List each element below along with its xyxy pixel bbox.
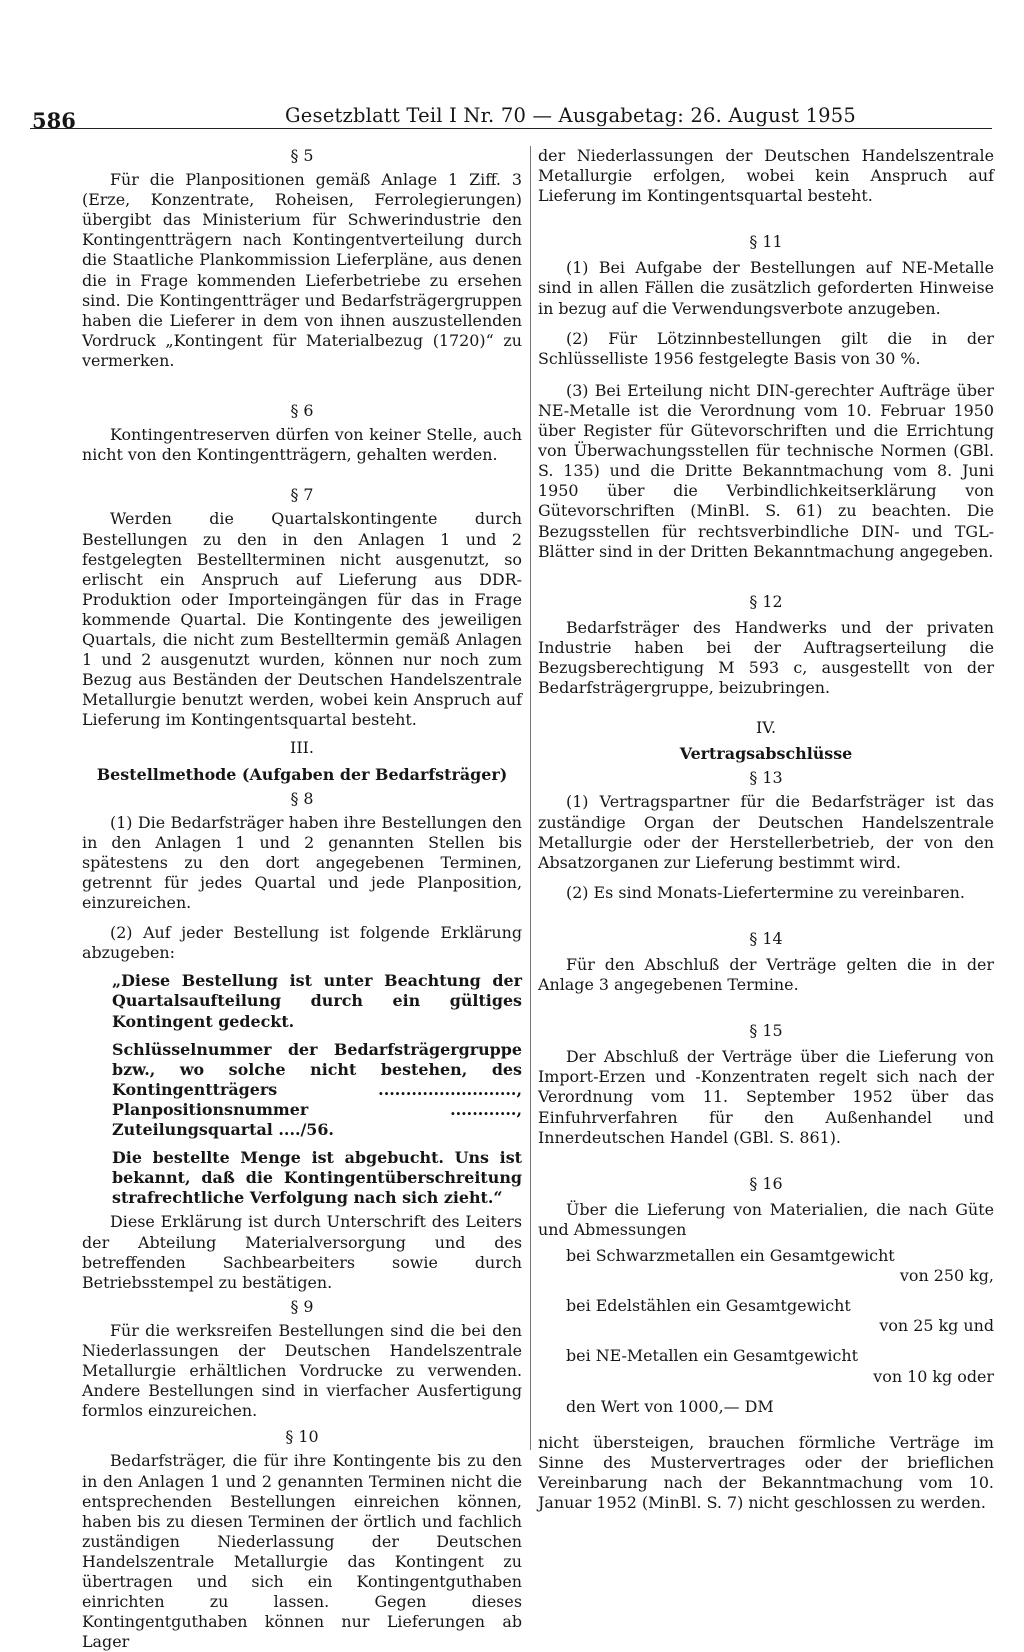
list-item-label: bei NE-Metallen ein Gesamtgewicht	[566, 1346, 858, 1366]
list-item-label: bei Schwarzmetallen ein Gesamtgewicht	[566, 1246, 895, 1266]
header-rule	[30, 128, 992, 129]
section-heading: § 6	[290, 401, 314, 421]
paragraph: Bedarfsträger des Handwerks und der privaten Industrie haben bei der Auftragserteilung die Bezugsberechtigung M 593 c, ausgestellt von der Bedarfsträgergruppe, beizubringen.	[538, 617, 994, 698]
section-heading: § 12	[749, 591, 783, 611]
paragraph: Für die werksreifen Bestellungen sind die bei den Niederlassungen der Deutschen Handelszentrale Metallurgie erhältlichen Vordrucke zu verwenden. Andere Bestellungen sind in vierfacher Ausfertigung formlos einzureichen.	[82, 1320, 522, 1421]
section-heading: § 9	[290, 1296, 314, 1316]
paragraph: Werden die Quartalskontingente durch Bestellungen zu den in den Anlagen 1 und 2 festgelegten Bestellterminen nicht ausgenutzt, so erlischt ein Anspruch auf Lieferung aus DDR-Produktion oder Importeingängen für das in Frage kommende Quartal. Die Kontingente des jeweiligen Quartals, die nicht zum Bestelltermin gemäß Anlagen 1 und 2 ausgenutzt wurden, können nur noch zum Bezug aus Beständen der Deutschen Handelszentrale Metallurgie benutzt werden, wobei kein Anspruch auf Lieferung im Kontingentsquartal besteht.	[82, 509, 522, 730]
section-heading: § 11	[749, 232, 783, 252]
paragraph: (3) Bei Erteilung nicht DIN-gerechter Aufträge über NE-Metalle ist die Verordnung vom 10. Februar 1950 über Register für Gütevorschriften und die Errichtung von Überwachungsstellen für technische Normen (GBl. S. 135) und die Dritte Bekanntmachung vom 8. Juni 1950 über die Verbindlichkeitserklärung von Gütevorschriften (MinBl. S. 61) zu beachten. Die Bezugsstellen für rechtsverbindliche DIN- und TGL-Blätter sind in der Dritten Bekanntmachung angegeben.	[538, 380, 994, 561]
paragraph: (2) Für Lötzinnbestellungen gilt die in der Schlüsselliste 1956 festgelegte Basis von 30 %.	[538, 328, 994, 368]
paragraph: (2) Auf jeder Bestellung ist folgende Erklärung abzugeben:	[82, 923, 522, 963]
declaration-text: „Diese Bestellung ist unter Beachtung der Quartalsaufteilung durch ein gültiges Kontingent gedeckt.	[112, 971, 522, 1031]
paragraph: Kontingentreserven dürfen von keiner Stelle, auch nicht von den Kontingentträgern, gehalten werden.	[82, 425, 522, 465]
page-title: Gesetzblatt Teil I Nr. 70 — Ausgabetag: 26. August 1955	[285, 104, 856, 127]
left-column	[82, 146, 522, 1652]
section-heading: § 14	[749, 928, 783, 948]
list-item-value: von 10 kg oder	[873, 1366, 994, 1386]
paragraph: (1) Vertragspartner für die Bedarfsträger ist das zuständige Organ der Deutschen Handelszentrale Metallurgie oder der Herstellerbetrieb, der von den Absatzorganen zur Lieferung bestimmt wird.	[538, 792, 994, 872]
declaration-text: Schlüsselnummer der Bedarfsträgergruppe bzw., wo solche nicht bestehen, des Kontingentträgers ........................., Planpositionsnummer ............, Zuteilungsquartal ..../56.	[112, 1039, 522, 1140]
section-heading: § 7	[290, 485, 314, 505]
paragraph: (1) Bei Aufgabe der Bestellungen auf NE-Metalle sind in allen Fällen die zusätzlich geforderten Hinweise in bezug auf die Verwendungsverbote anzugeben.	[538, 258, 994, 318]
list-item-value: von 25 kg und	[879, 1316, 994, 1336]
paragraph: nicht übersteigen, brauchen förmliche Verträge im Sinne des Mustervertrages oder der brieflichen Vereinbarung nach der Bekanntmachung vom 10. Januar 1952 (MinBl. S. 7) nicht geschlossen zu werden.	[538, 1432, 994, 1512]
part-title: Bestellmethode (Aufgaben der Bedarfsträger)	[96, 764, 508, 784]
section-heading: § 16	[749, 1173, 783, 1193]
paragraph: Für den Abschluß der Verträge gelten die in der Anlage 3 angegebenen Termine.	[538, 955, 994, 995]
list-item-label: bei Edelstählen ein Gesamtgewicht	[566, 1296, 851, 1316]
paragraph: Der Abschluß der Verträge über die Lieferung von Import-Erzen und -Konzentraten regelt sich nach der Verordnung vom 11. September 1952 über das Einfuhrverfahren für den Außenhandel und Innerdeutschen Handel (GBl. S. 861).	[538, 1047, 994, 1147]
section-heading: § 5	[290, 146, 314, 165]
declaration-text: Die bestellte Menge ist abgebucht. Uns ist bekannt, daß die Kontingentüberschreitung strafrechtliche Verfolgung nach sich zieht.“	[112, 1148, 522, 1208]
column-divider	[530, 146, 531, 1450]
part-heading: III.	[290, 738, 314, 758]
paragraph: der Niederlassungen der Deutschen Handelszentrale Metallurgie erfolgen, wobei kein Anspruch auf Lieferung im Kontingentsquartal besteht.	[538, 146, 994, 206]
section-heading: § 13	[749, 768, 783, 788]
list-item-value: von 250 kg,	[899, 1266, 994, 1286]
section-heading: § 8	[290, 788, 314, 808]
paragraph: Bedarfsträger, die für ihre Kontingente bis zu den in den Anlagen 1 und 2 genannten Terminen nicht die entsprechenden Bestellungen einreichen können, haben bis zu diesen Terminen der örtlich und fachlich zuständigen Niederlassung der Deutschen Handelszentrale Metallurgie das Kontingent zu übertragen und sich ein Kontingentguthaben einrichten zu lassen. Gegen dieses Kontingentguthaben können nur Lieferungen ab Lager	[82, 1451, 522, 1652]
paragraph: Diese Erklärung ist durch Unterschrift des Leiters der Abteilung Materialversorgung und des betreffenden Sachbearbeiters sowie durch Betriebsstempel zu bestätigen.	[82, 1212, 522, 1292]
paragraph: Über die Lieferung von Materialien, die nach Güte und Abmessungen	[538, 1199, 994, 1239]
right-column	[538, 146, 994, 1513]
page-header	[30, 100, 992, 134]
paragraph: (2) Es sind Monats-Liefertermine zu vereinbaren.	[566, 882, 965, 902]
page-number: 586	[32, 108, 76, 133]
paragraph: (1) Die Bedarfsträger haben ihre Bestellungen den in den Anlagen 1 und 2 genannten Stellen bis spätestens zu den dort angegebenen Terminen, getrennt für jedes Quartal und jede Planposition, einzureichen.	[82, 812, 522, 913]
part-title: Vertragsabschlüsse	[679, 744, 853, 764]
section-heading: § 10	[285, 1427, 319, 1447]
section-heading: § 15	[749, 1021, 783, 1041]
paragraph: Für die Planpositionen gemäß Anlage 1 Ziff. 3 (Erze, Konzentrate, Roheisen, Ferrolegierungen) übergibt das Ministerium für Schwerindustrie den Kontingentträgern nach Kontingentverteilung durch die Staatliche Plankommission Lieferpläne, aus denen die in Frage kommenden Lieferbetriebe zu ersehen sind. Die Kontingentträger und Bedarfsträgergruppen haben die Lieferer in dem von ihnen auszustellenden Vordruck „Kontingent für Materialbezug (1720)“ zu vermerken.	[82, 170, 522, 370]
list-item-label: den Wert von 1000,— DM	[566, 1396, 774, 1416]
part-heading: IV.	[755, 718, 777, 738]
